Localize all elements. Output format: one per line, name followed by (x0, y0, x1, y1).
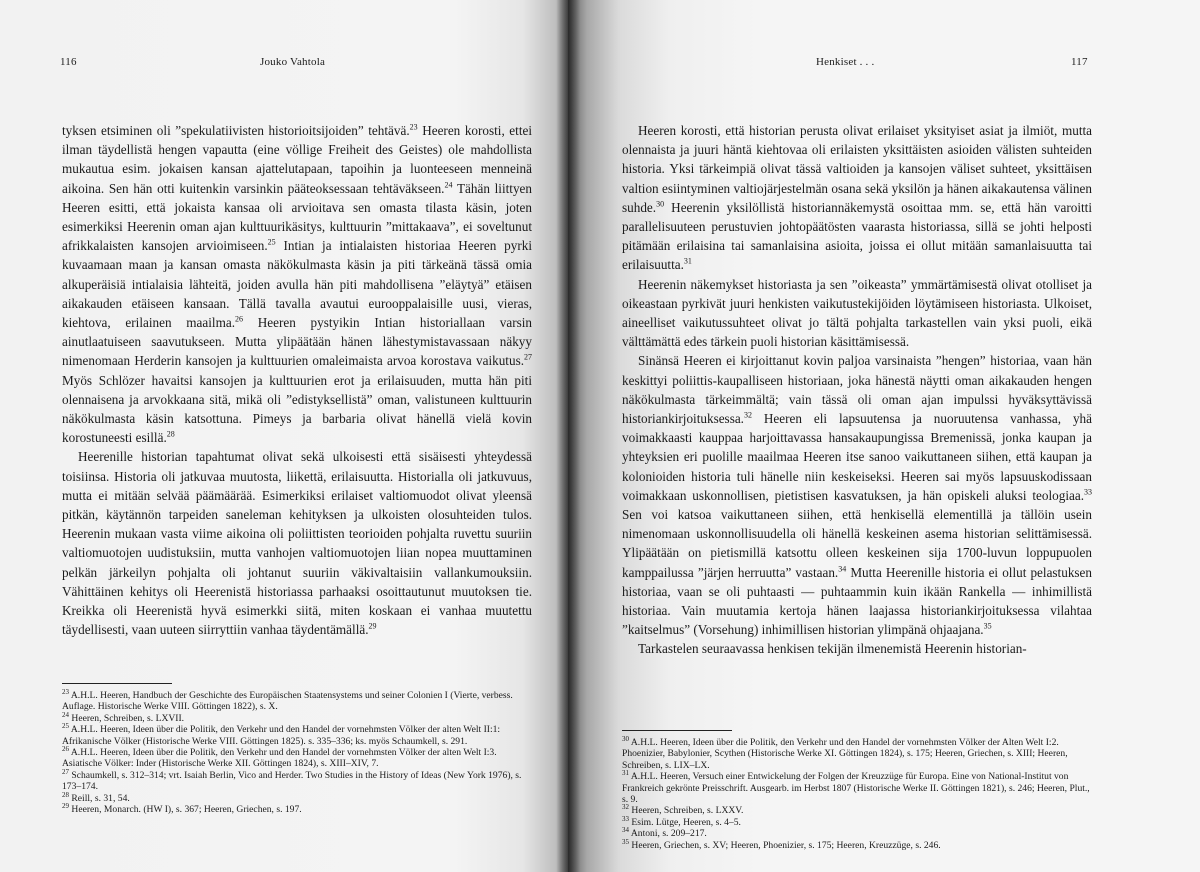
footnote (622, 837, 1092, 851)
footnote-ref: 26 (235, 314, 243, 324)
footnote-ref: 25 (267, 237, 276, 247)
footnote (62, 744, 532, 770)
footnote-number: 29 (62, 801, 69, 810)
footnote (622, 814, 1092, 828)
text-run: Intian ja intialaisten historiaa Heeren pyrki kuvaamaan maan ja kansan omasta näkökulmasta käsin ja piti tärkeänä tässä omia alkuperäisiä intialaisia lähteitä, joiden avulla hän piti mahdollisena ”eläytyä” etäisen aikakauden etäiseen kansaan. Tällä tavalla avautui eurooppalaisille uusi, vieras, kiehtova, erilainen maailma. (62, 238, 532, 331)
footnote-list (622, 734, 1092, 851)
paragraph (622, 121, 1092, 275)
footnote-text: A.H.L. Heeren, Ideen über die Politik, den Verkehr und den Handel der vornehmsten Völker der alten Welt I:3. Asiatische Völker: Inder (Historische Werke XII. Göttingen 1824), s. XIII–XIV, 7. (62, 747, 497, 770)
footnote-text: A.H.L. Heeren, Ideen über die Politik, den Verkehr und den Handel der vornehmsten Völker der alten Welt II:1: Afrikanische Völker (Historische Werke VIII. Göttingen 1825). s. 335–336; ks. myös Schaumkell, s. 291. (62, 724, 501, 747)
text-run: Mutta Heerenille historia ei ollut pelastuksen historiaa, vaan se oli puhtaasti — puhtaammin kuin ikään Rankella — inhimillistä historiaa. Vain muutamia kertoja hänen laajassa historiankirjoituksessa vilahtaa ”kaitselmus” (Vorsehung) inhimillisen historian ylimpänä ohjaajana. (622, 564, 1092, 638)
text-run: Sinänsä Heeren ei kirjoittanut kovin paljoa varsinaista ”hengen” historiaa, vaan hän keskittyi poliittis-kaupalliseen historiaan, joka hänestä näytti oman aikakauden hengen näkökulmasta tärkeimmältä; vain tässä oli oman ajan impulssi hyväksyttävissä historiankirjoituksessa. (622, 353, 1092, 427)
footnote-ref: 27 (524, 353, 532, 363)
footnote-number: 23 (62, 687, 69, 696)
footnote (62, 801, 532, 816)
page-number: 116 (60, 56, 77, 68)
footnote-ref: 23 (409, 122, 418, 132)
footnote-number: 30 (622, 734, 629, 743)
text-run: tyksen etsiminen oli ”spekulatiivisten historioitsijoiden” tehtävä. (62, 123, 410, 138)
footnotes (62, 683, 532, 815)
footnote-list (62, 687, 532, 816)
footnote-text: A.H.L. Heeren, Ideen über die Politik, den Verkehr und den Handel der vornehmsten Völker der Alten Welt I:2. Phoenizier, Babylonier, Scythen (Historische Werke XI. Göttingen 1824), s. 175; Heeren, Griechen, s. XIII; Heeren, Schreiben, s. LIX–LX. (622, 737, 1068, 771)
footnote (622, 828, 1092, 839)
text-run: Sen voi katsoa vaikuttaneen siihen, että henkisellä elementillä ja tällöin usein nimenomaan uskonnollisuudella oli hänellä keskeinen asema historian selittämisessä. Ylipäätään on pietismillä katsottu olleen keskeinen sija 1700-luvun loppupuolen kamppailussa ”järjen herruutta” vastaan. (622, 507, 1092, 580)
footnote (62, 710, 532, 724)
body-text (62, 121, 532, 639)
paragraph (62, 447, 532, 639)
footnote-number: 25 (62, 722, 69, 731)
footnote-number: 28 (62, 790, 69, 799)
book-gutter (556, 0, 580, 872)
footnote-number: 24 (62, 710, 69, 719)
footnote-number: 33 (622, 814, 629, 823)
footnote-ref: 32 (743, 410, 752, 420)
footnote-ref: 29 (368, 621, 377, 631)
footnote-number: 27 (62, 767, 69, 776)
text-run: Heerenin näkemykset historiasta ja sen ”oikeasta” ymmärtämisestä olivat otolliset ja oikeastaan pyrkivät juuri henkisten vaikutustekijöiden löytämiseen historiasta. Ulkoiset, aineelliset vaikutussuhteet olivat jo tältä pohjalta tarkastellen vain yksi puoli, eikä välttämättä edes tärkein puoli historian käsittämisessä. (622, 276, 1092, 350)
footnote-ref: 33 (1084, 487, 1092, 497)
footnote-number: 26 (62, 744, 69, 753)
paragraph (622, 639, 1092, 658)
footnote-ref: 28 (166, 429, 175, 439)
footnote-text: A.H.L. Heeren, Handbuch der Geschichte des Europäischen Staatensystems und seiner Colonien I (Vierte, verbess. Auflage. Historische Werke VIII. Göttingen 1822), s. X. (62, 690, 513, 713)
footnote (62, 687, 532, 713)
page-number: 117 (1071, 56, 1088, 68)
footnote-text: Reill, s. 31, 54. (69, 792, 130, 804)
footnote-text: Heeren, Schreiben, s. LXXV. (629, 805, 744, 817)
footnote-number: 31 (622, 769, 629, 778)
footnote-number: 32 (622, 803, 629, 812)
footnote (62, 724, 532, 747)
right-page (568, 0, 1200, 872)
footnote (622, 771, 1092, 805)
paragraph (62, 121, 532, 447)
footnote-text: Esim. Lütge, Heeren, s. 4–5. (629, 816, 741, 828)
paragraph (622, 275, 1092, 352)
paragraph (622, 351, 1092, 639)
text-run: Heeren eli lapsuutensa ja nuoruutensa vanhassa, yhä voimakkaasti kauppaa harjoittavassa hansakaupungissa Bremenissä, jonka kaupan ja yhteyksien eri puolille maailmaa Heeren itse sanoo vaikuttaneen siihen, että kaupan ja kolonioiden historia tuli hänelle niin keskeiseksi. Heeren sai myös lapsuuskodissaan voimakkaan uskonnollisen, pietistisen kasvatuksen, ja hän opiskeli aluksi teologiaa. (622, 411, 1092, 503)
footnote-text: Heeren, Monarch. (HW I), s. 367; Heeren, Griechen, s. 197. (69, 804, 302, 816)
text-run: Heeren korosti, että historian perusta olivat erilaiset yksityiset asiat ja ilmiöt, mutta olennaista ja juuri häntä kiehtovaa oli erilaisten yksittäisten asioiden välisten suhteiden historia. Yksi tärkeimpiä olivat tässä valtioiden ja kansojen väliset suhteet, yksittäisen valtion esiintyminen valtiojärjestelmän osana sekä yksilön ja hänen aikakautensa välinen suhde. (622, 123, 1092, 215)
footnote-rule (622, 730, 732, 731)
footnote (62, 790, 532, 804)
footnotes (622, 730, 1092, 851)
footnote-text: A.H.L. Heeren, Versuch einer Entwickelung der Folgen der Kreuzzüge für Europa. Eine von National-Institut von Frankreich gekrönte Preisschrift. Ausgearb. im Herbst 1807 (Historische Werke II. Göttingen 1821), s. 246; Heeren, Plut., s. 9. (622, 771, 1090, 806)
footnote-ref: 34 (838, 564, 847, 574)
footnote (62, 767, 532, 793)
footnote (622, 734, 1092, 771)
footnote-text: Schaumkell, s. 312–314; vrt. Isaiah Berlin, Vico and Herder. Two Studies in the History of Ideas (New York 1976), s. 173–174. (62, 769, 522, 793)
footnote-ref: 24 (444, 180, 453, 190)
text-run: Heeren pystyikin Intian historiallaan varsin ainutlaatuiseen saavutukseen. Mutta ylipäätään hänen lähestymistavassaan näkyy nimenomaan Herderin kansojen ja kulttuurien omaleimaista arvoa korostava vaikutus. (62, 315, 532, 369)
footnote-text: Heeren, Schreiben, s. LXVII. (69, 712, 185, 724)
footnote-number: 34 (622, 826, 629, 835)
footnote (622, 805, 1092, 816)
text-run: Myös Schlözer havaitsi kansojen ja kulttuurien erot ja erilaisuuden, mutta hän piti olennaisena ja arvokkaana sitä, mikä oli ”edistyksellistä” oman, valistuneen kulttuurin näkökulmasta käsin katsottuna. Pimeys ja barbaria olivat hänellä vielä kovin korostuneesti esillä. (62, 372, 532, 446)
text-run: Heerenin yksilöllistä historiannäkemystä osoittaa mm. se, että hän varoitti parallelisuuteen perustuvien johtopäätösten vaarasta historiassa, sillä se johti helposti pitämään erilaisina tai samanlaisina asioita, joissa ei ollut mitään samanlaisuutta tai erilaisuutta. (622, 199, 1092, 273)
left-page (0, 0, 568, 872)
running-head: Jouko Vahtola (260, 56, 326, 68)
footnote-text: Heeren, Griechen, s. XV; Heeren, Phoenizier, s. 175; Heeren, Kreuzzüge, s. 246. (629, 839, 941, 851)
footnote-rule (62, 683, 172, 684)
footnote-number: 35 (622, 837, 629, 846)
text-run: Tähän liittyen Heeren esitti, että jokaista kansaa oli arvioitava sen omasta tilasta käsin, joten esimerkiksi Heerenin oman ajan kulttuurikäsitys, kulttuurin ”mittakaava”, ei soveltunut afrikkalaisten kansojen arvioimiseen. (62, 180, 532, 254)
text-run: Tarkastelen seuraavassa henkisen tekijän ilmenemistä Heerenin historian- (638, 641, 1027, 657)
footnote-ref: 35 (983, 621, 992, 631)
body-text (622, 121, 1092, 659)
text-run: Heeren korosti, ettei ilman täydellistä hengen vapautta (eine völlige Freiheit des Geistes) ole mahdollista mukautua esim. jokaisen kansan ajattelutapaan, tapoihin ja luonteeseen menneinä aikoina. Sen hän otti kuitenkin varsinkin pääteoksessaan tehtäväkseen. (62, 123, 532, 196)
running-head: Henkiset . . . (816, 56, 875, 68)
footnote-ref: 30 (656, 199, 665, 209)
footnote-text: Antoni, s. 209–217. (629, 828, 707, 840)
text-run: Heerenille historian tapahtumat olivat sekä ulkoisesti että sisäisesti yhteydessä toisiinsa. Historia oli jatkuvaa muutosta, liikettä, erilaisuutta. Historialla oli jatkuvuus, mutta ei mitään selvää päämäärää. Esimerkiksi erilaiset valtiomuodot olivat yleensä pitkän, käytännön tarpeiden saneleman kehityksen ja ulkoisten olosuhteiden tulos. Heerenin mukaan vasta viime aikoina oli poliittisten teorioiden pohjalta ruvettu suuriin valtiomuotojen uudistuksiin, mutta vanhojen valtiomuotojen liian nopea muuttaminen pelkän järkeilyn pohjalta oli johtanut suuriin väkivaltaisiin vallankumouksiin. Vähittäinen kehitys oli Heerenistä historiassa parhaaksi osoittautunut muutoksen tie. Kreikka oli Heerenistä hyvä esimerkki siitä, miten koskaan ei vanhaa muutettu täydellisesti, vaan uuteen siirryttiin vanhaa täydentämällä. (62, 449, 532, 638)
footnote-ref: 31 (683, 257, 692, 267)
